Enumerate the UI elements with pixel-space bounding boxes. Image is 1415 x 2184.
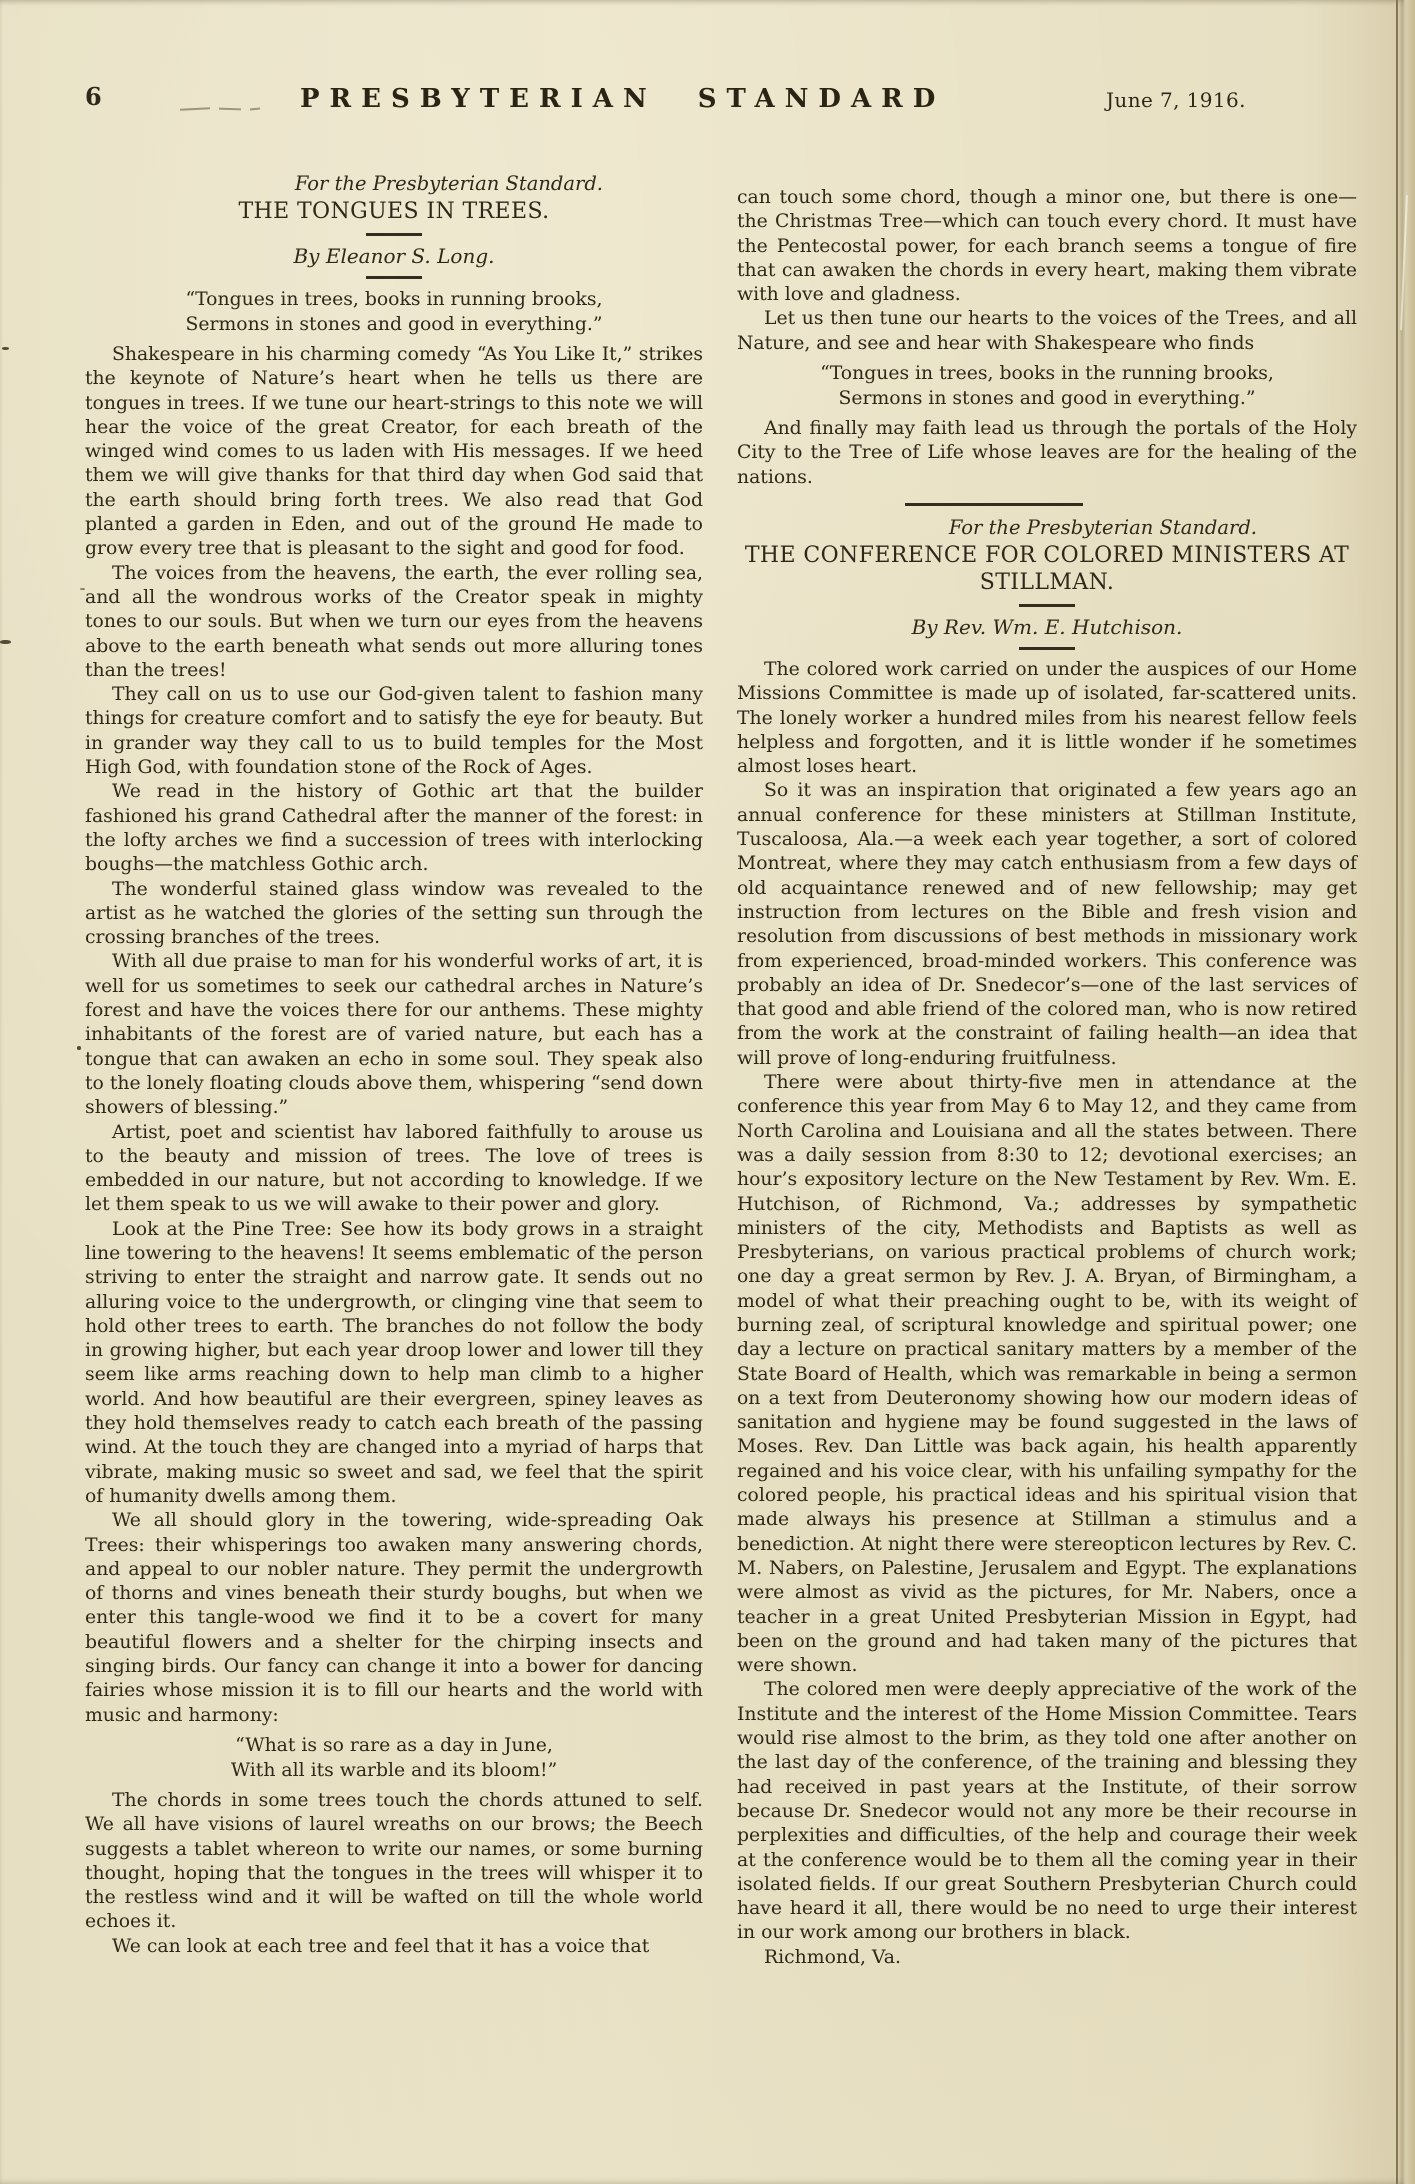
paragraph: There were about thirty-five men in attendance at the conference this year from May 6 to May 12, and they came from North Carolina and Louisiana and all the states between. There was a daily session from 8:30 to 12; devotional exercises; an hour’s expository lecture on the New Testament by Rev. Wm. E. Hutchison, of Richmond, Va.; addresses by sympathetic ministers of the city, Methodists and Baptists as well as Presbyterians, on various practical problems of church work; one day a great sermon by Rev. J. A. Bryan, of Birmingham, a model of what their preaching ought to be, with its weight of burning zeal, of scriptural knowledge and spiritual power; one day a lecture on practical sanitary matters by a member of the State Board of Health, which was remarkable in being a sermon on a text from Deuteronomy showing how our modern ideas of sanitation and hygiene may be found suggested in the laws of Moses. Rev. Dan Little was back again, his health apparently regained and his voice clear, with his unfailing sympathy for the colored people, his practical ideas and his spiritual vision that made always his presence at Stillman a stimulus and a benediction. At night there were stereopticon lectures by Rev. C. M. Nabers, on Palestine, Jerusalem and Egypt. The explanations were almost as vivid as the pictures, for Mr. Nabers, once a teacher in a great United Presbyterian Mission in Egypt, had been on the ground and had taken many of the pictures that were shown. bbox=[737, 1072, 1357, 1677]
masthead-title: PRESBYTERIAN STANDARD bbox=[300, 84, 946, 114]
issue-date: June 7, 1916. bbox=[1106, 88, 1246, 112]
paragraph: We all should glory in the towering, wide-spreading Oak Trees: their whisperings too awaken many answering chords, and appeal to our nobler nature. They permit the undergrowth of thorns and vines beneath their sturdy boughs, but when we enter this tangle-wood we find it to be a covert for many beautiful flowers and a shelter for the chirping insects and singing birds. Our fancy can change it into a bower for dancing fairies whose mission it is to fill our hearts and the world with music and harmony: bbox=[85, 1510, 703, 1726]
article-title-stillman: THE CONFERENCE FOR COLORED MINISTERS AT STILLMAN. bbox=[744, 542, 1350, 595]
ink-speck bbox=[0, 640, 11, 644]
paragraph: The colored men were deeply appreciative of the work of the Institute and the interest of the Home Mission Committee. Tears would rise almost to the brim, as they told one after another on the last day of the conference, of the training and blessing they had received in past years at the Institute, of their sorrow because Dr. Snedecor would not any more be their recourse in perplexities and difficulties, of the help and courage their week at the conference would be to them all the coming year in their isolated fields. If our great Southern Presbyterian Church could have heard it all, there would be no need to urge their interest in our work among our brothers in black. bbox=[737, 1679, 1357, 1944]
page-number: 6 bbox=[85, 82, 102, 111]
section-divider-rule bbox=[905, 503, 1083, 506]
paragraph: With all due praise to man for his wonderful works of art, it is well for us sometimes to seek our cathedral arches in Nature’s forest and have the voices there for our anthems. These mighty inhabitants of the forest are of varied nature, but each has a tongue that can awaken an echo in some soul. They speak also to the lonely floating clouds above them, whispering “send down showers of blessing.” bbox=[85, 951, 703, 1119]
left-column bbox=[85, 172, 703, 1959]
paragraph: The wonderful stained glass window was revealed to the artist as he watched the glories of the setting sun through the crossing branches of the trees. bbox=[85, 878, 703, 949]
paragraph: And finally may faith lead us through the portals of the Holy City to the Tree of Life whose leaves are for the healing of the nations. bbox=[737, 418, 1357, 488]
attribution-line: For the Presbyterian Standard. bbox=[948, 515, 1257, 539]
paragraph: Artist, poet and scientist hav labored faithfully to arouse us to the beauty and mission of trees. The love of trees is embedded in our nature, but not according to knowledge. If we let them speak to us we will awake to their power and glory. bbox=[85, 1121, 703, 1216]
paragraph: The voices from the heavens, the earth, the ever rolling sea, and all the wondrous works of the Creator speak in mighty tones to our souls. But when we turn our eyes from the heavens above to the earth beneath what sends out more alluring tones than the trees! bbox=[85, 562, 703, 681]
divider-rule bbox=[366, 233, 422, 236]
paragraph: Let us then tune our hearts to the voices of the Trees, and all Nature, and see and hear with Shakespeare who finds bbox=[737, 308, 1357, 354]
paragraph: Look at the Pine Tree: See how its body grows in a straight line towering to the heavens! It seems emblematic of the person striving to enter the straight and narrow gate. It sends out no alluring voice to the undergrowth, or clinging vine that seem to hold other trees to earth. The branches do not follow the body in growing higher, but each year droop lower and lower till they seem like arms reaching down to help man climb to a higher world. And how beautiful are their evergreen, spiney leaves as they hold themselves ready to catch each breath of the passing wind. At the touch they are changed into a myriad of harps that vibrate, making music so sweet and sad, we feel that the spirit of humanity dwells among them. bbox=[85, 1218, 703, 1507]
quote-line: “What is so rare as a day in June, bbox=[235, 1734, 553, 1756]
divider-rule bbox=[1019, 647, 1075, 650]
epigraph-quote-repeat bbox=[737, 361, 1357, 411]
byline-hutchison: By Rev. Wm. E. Hutchison. bbox=[911, 614, 1183, 639]
page-edge bbox=[1396, 0, 1415, 2184]
verse-quote-june bbox=[85, 1733, 703, 1783]
paragraph: Shakespeare in his charming comedy “As You Like It,” strikes the keynote of Nature’s heart when he tells us there are tongues in trees. If we tune our heart-strings to this note we will hear the voice of the great Creator, for each breath of the winged wind comes to us laden with His messages. If we heed them we will give thanks for that third day when God said that the earth should bring forth trees. We also read that God planted a garden in Eden, and out of the ground He made to grow every tree that is pleasant to the sight and good for food. bbox=[85, 344, 703, 560]
quote-line: With all its warble and its bloom!” bbox=[230, 1759, 558, 1781]
quote-line: “Tongues in trees, books in the running brooks, bbox=[820, 363, 1274, 385]
byline-long: By Eleanor S. Long. bbox=[293, 244, 495, 268]
divider-rule bbox=[1019, 604, 1075, 607]
signoff-line: Richmond, Va. bbox=[764, 1946, 901, 1968]
attribution-line: For the Presbyterian Standard. bbox=[294, 172, 603, 195]
paragraph: can touch some chord, though a minor one, but there is one—the Christmas Tree—which can touch every chord. It must have the Pentecostal power, for each branch seems a tongue of fire that can awaken the chords in every heart, making them vibrate with love and gladness. bbox=[737, 187, 1357, 306]
quote-line: “Tongues in trees, books in running brooks, bbox=[185, 289, 603, 310]
article-title-tongues: THE TONGUES IN TREES. bbox=[238, 199, 550, 224]
paragraph: We can look at each tree and feel that it has a voice that bbox=[112, 1935, 650, 1957]
paragraph: They call on us to use our God-given talent to fashion many things for creature comfort and to satisfy the eye for beauty. But in grander way they call to us to build temples for the Most High God, with foundation stone of the Rock of Ages. bbox=[85, 684, 703, 779]
quote-line: Sermons in stones and good in everything.” bbox=[185, 314, 603, 335]
quote-line: Sermons in stones and good in everything.” bbox=[838, 388, 1256, 410]
paragraph: We read in the history of Gothic art that the builder fashioned his grand Cathedral after the manner of the forest: in the lofty arches we find a succession of trees with interlocking boughs—the matchless Gothic arch. bbox=[85, 781, 703, 876]
paragraph: So it was an inspiration that originated a few years ago an annual conference for these ministers at Stillman Institute, Tuscaloosa, Ala.—a week each year together, a sort of colored Montreat, where they may catch enthusiasm from a few days of old acquaintance renewed and of new fellowship; may get instruction from lectures on the Bible and fresh vision and resolution from discussions of best methods in missionary work from experienced, broad-minded workers. This conference was probably an idea of Dr. Snedecor’s—one of the last services of that good and able friend of the colored man, who is now retired from the work at the constraint of failing health—an idea that will prove of long-enduring fruitfulness. bbox=[737, 780, 1357, 1069]
pencil-smudge bbox=[180, 98, 290, 112]
paragraph: The chords in some trees touch the chords attuned to self. We all have visions of laurel wreaths on our brows; the Beech suggests a tablet whereon to write our names, or some burning thought, hoping that the tongues in the trees will whisper it to the restless wind and it will be wafted on till the whole world echoes it. bbox=[85, 1789, 703, 1933]
epigraph-quote bbox=[85, 287, 703, 337]
right-column bbox=[737, 172, 1357, 1970]
ink-speck bbox=[77, 1046, 81, 1050]
divider-rule bbox=[366, 276, 422, 279]
paragraph: The colored work carried on under the auspices of our Home Missions Committee is made up of isolated, far-scattered units. The lonely worker a hundred miles from his nearest fellow feels helpless and forgotten, and it is little wonder if he sometimes almost loses heart. bbox=[737, 658, 1357, 778]
ink-speck bbox=[2, 347, 9, 350]
